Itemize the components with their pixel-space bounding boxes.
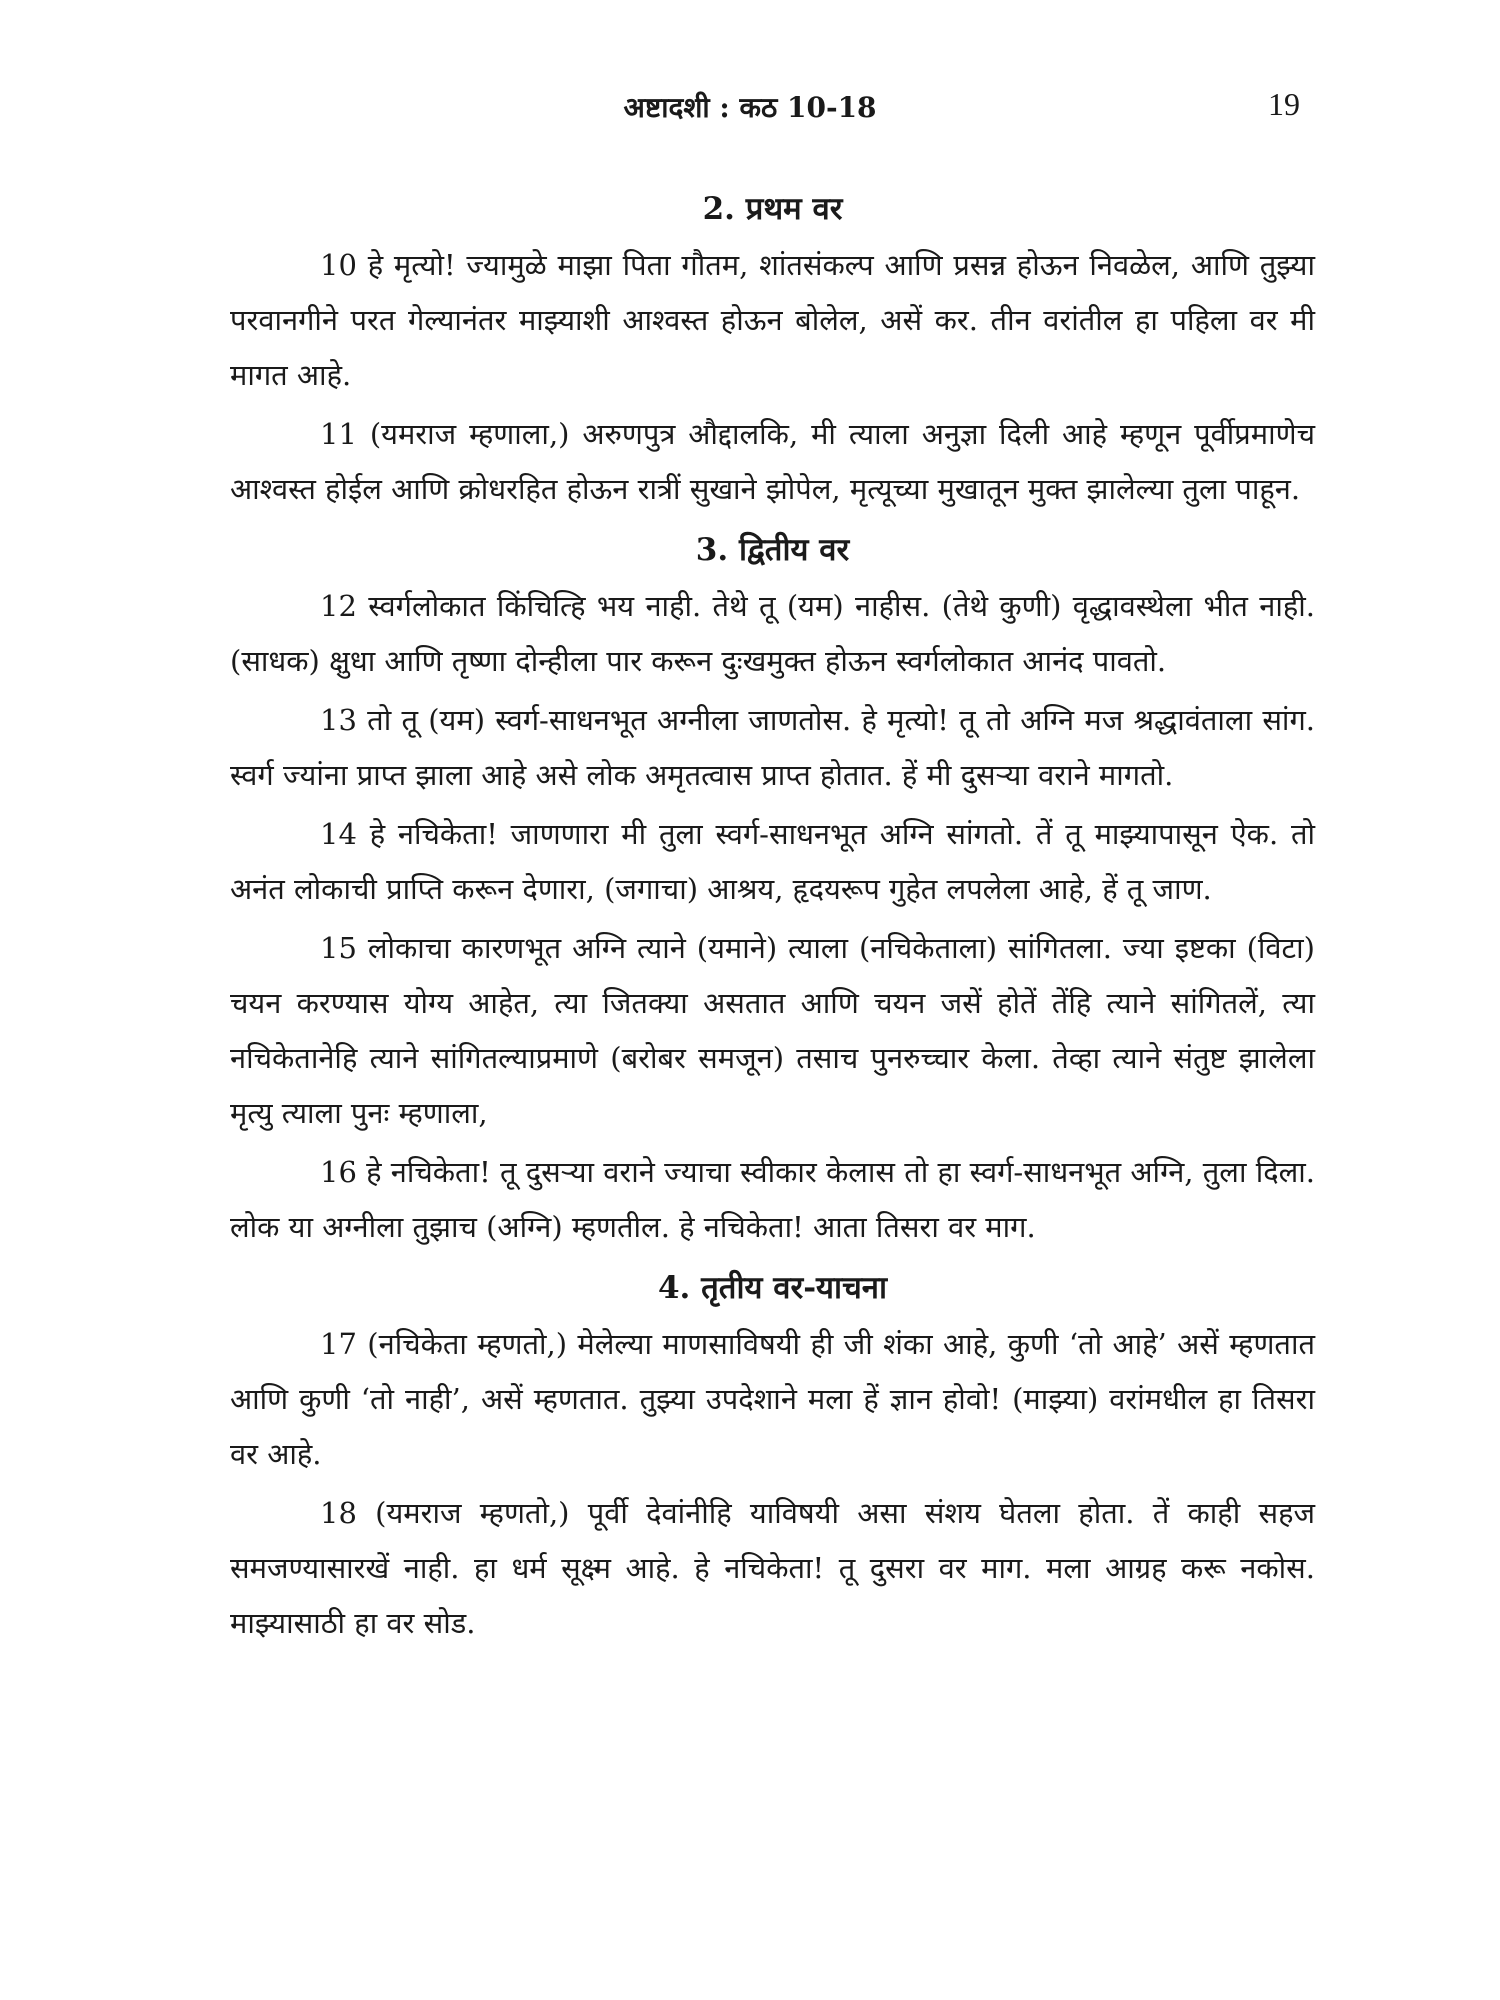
verse-paragraph: 16 हे नचिकेता! तू दुसऱ्या वराने ज्याचा स्वीकार केलास तो हा स्वर्ग-साधनभूत अग्नि, तुला दिला. लोक या अग्नीला तुझाच (अग्नि) म्हणतील. हे नचिकेता! आता तिसरा वर माग. <box>230 1155 1315 1244</box>
verse-paragraph: 11 (यमराज म्हणाला,) अरुणपुत्र औद्दालकि, मी त्याला अनुज्ञा दिली आहे म्हणून पूर्वीप्रमाणेच आश्वस्त होईल आणि क्रोधरहित होऊन रात्रीं सुखाने झोपेल, मृत्यूच्या मुखातून मुक्त झालेल्या तुला पाहून. <box>230 417 1315 506</box>
verse-paragraph: 13 तो तू (यम) स्वर्ग-साधनभूत अग्नीला जाणतोस. हे मृत्यो! तू तो अग्नि मज श्रद्धावंताला सांग. स्वर्ग ज्यांना प्राप्त झाला आहे असे लोक अमृतत्वास प्राप्त होतात. हें मी दुसऱ्या वराने मागतो. <box>230 703 1315 792</box>
section-heading: 4. तृतीय वर-याचना <box>657 1270 887 1306</box>
verse-paragraph: 14 हे नचिकेता! जाणणारा मी तुला स्वर्ग-साधनभूत अग्नि सांगतो. तें तू माझ्यापासून ऐक. तो अनंत लोकाची प्राप्ति करून देणारा, (जगाचा) आश्रय, हृदयरूप गुहेत लपलेला आहे, हें तू जाण. <box>230 817 1315 906</box>
verse-paragraph: 17 (नचिकेता म्हणतो,) मेलेल्या माणसाविषयी ही जी शंका आहे, कुणी ‘तो आहे’ असें म्हणतात आणि कुणी ‘तो नाही’, असें म्हणतात. तुझ्या उपदेशाने मला हें ज्ञान होवो! (माझ्या) वरांमधील हा तिसरा वर आहे. <box>230 1327 1315 1471</box>
section-heading: 2. प्रथम वर <box>702 191 843 227</box>
section-heading: 3. द्वितीय वर <box>695 532 850 568</box>
body-text <box>230 180 1315 1655</box>
verse-paragraph: 12 स्वर्गलोकात किंचित्हि भय नाही. तेथे तू (यम) नाहीस. (तेथे कुणी) वृद्धावस्थेला भीत नाही. (साधक) क्षुधा आणि तृष्णा दोन्हीला पार करून दुःखमुक्त होऊन स्वर्गलोकात आनंद पावतो. <box>230 589 1315 678</box>
verse-paragraph: 15 लोकाचा कारणभूत अग्नि त्याने (यमाने) त्याला (नचिकेताला) सांगितला. ज्या इष्टका (विटा) चयन करण्यास योग्य आहेत, त्या जितक्या असतात आणि चयन जसें होतें तेंहि त्याने सांगितलें, त्या नचिकेतानेहि त्याने सांगितल्याप्रमाणे (बरोबर समजून) तसाच पुनरुच्चार केला. तेव्हा त्याने संतुष्ट झालेला मृत्यु त्याला पुनः म्हणाला, <box>230 931 1315 1130</box>
verse-paragraph: 10 हे मृत्यो! ज्यामुळे माझा पिता गौतम, शांतसंकल्प आणि प्रसन्न होऊन निवळेल, आणि तुझ्या परवानगीने परत गेल्यानंतर माझ्याशी आश्वस्त होऊन बोलेल, असें कर. तीन वरांतील हा पहिला वर मी मागत आहे. <box>230 248 1315 392</box>
running-head: अष्टादशी : कठ 10-18 <box>623 91 877 124</box>
page-number: 19 <box>1268 86 1300 122</box>
verse-paragraph: 18 (यमराज म्हणतो,) पूर्वी देवांनीहि याविषयी असा संशय घेतला होता. तें काही सहज समजण्यासारखें नाही. हा धर्म सूक्ष्म आहे. हे नचिकेता! तू दुसरा वर माग. मला आग्रह करू नकोस. माझ्यासाठी हा वर सोड. <box>230 1496 1315 1640</box>
